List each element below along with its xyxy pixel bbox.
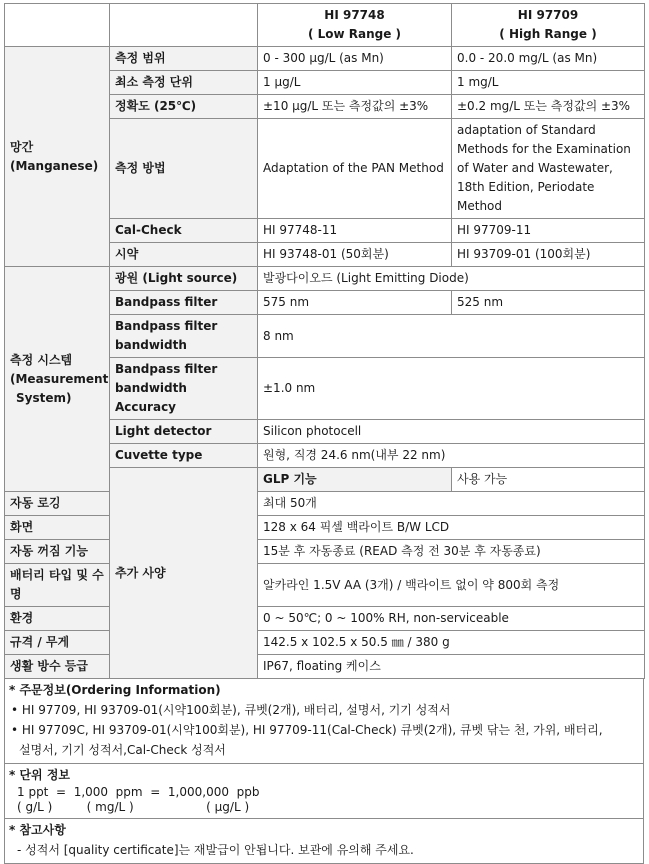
row-label: 시약	[110, 243, 258, 267]
low-value: HI 93748-01 (50회분)	[258, 243, 452, 267]
shared-value: 128 x 64 픽셀 백라이트 B/W LCD	[258, 516, 645, 540]
table-row	[5, 655, 645, 679]
shared-value: 원형, 직경 24.6 nm(내부 22 nm)	[258, 444, 645, 468]
ordering-title: * 주문정보(Ordering Information)	[9, 683, 221, 697]
low-value: 1 μg/L	[258, 71, 452, 95]
ordering-item: • HI 97709, HI 93709-01(시약100회분), 큐벳(2개), 배터리, 설명서, 기기 성적서	[11, 703, 451, 717]
row-label: 규격 / 무게	[5, 631, 110, 655]
high-model: HI 97709	[517, 8, 579, 22]
row-label: 화면	[5, 516, 110, 540]
high-value: adaptation of Standard Methods for the Examination of Water and Wastewater, 18th Edition, Periodate Method	[452, 119, 645, 219]
table-row	[5, 267, 645, 291]
group-extra-specs	[110, 468, 258, 679]
row-label: Cal-Check	[110, 219, 258, 243]
low-range-label: ( Low Range )	[307, 27, 402, 41]
low-value: Adaptation of the PAN Method	[258, 119, 452, 219]
unit-title: * 단위 정보	[9, 768, 70, 782]
row-label: 정확도 (25℃)	[110, 95, 258, 119]
low-value: 0 - 300 μg/L (as Mn)	[258, 47, 452, 71]
low-value: ±10 μg/L 또는 측정값의 ±3%	[258, 95, 452, 119]
low-value: HI 97748-11	[258, 219, 452, 243]
high-value: 0.0 - 20.0 mg/L (as Mn)	[452, 47, 645, 71]
spec-table	[4, 3, 645, 679]
shared-value: 알카라인 1.5V AA (3개) / 백라이트 없이 약 800회 측정	[258, 564, 645, 607]
table-row	[5, 631, 645, 655]
reference-line: - 성적서 [quality certificate]는 재발급이 안됩니다. 보관에 유의해 주세요.	[17, 843, 414, 857]
shared-value: 사용 가능	[452, 468, 645, 492]
row-label: 광원 (Light source)	[110, 267, 258, 291]
row-label: 자동 로깅	[5, 492, 110, 516]
group-measurement-system	[5, 267, 110, 492]
ordering-item: • HI 97709C, HI 93709-01(시약100회분), HI 97709-11(Cal-Check) 큐벳(2개), 큐벳 닦는 천, 가위, 배터리,	[11, 723, 603, 737]
notes-section	[4, 679, 644, 864]
header-blank-2	[110, 4, 258, 47]
table-row	[5, 607, 645, 631]
high-value: ±0.2 mg/L 또는 측정값의 ±3%	[452, 95, 645, 119]
unit-info	[5, 764, 643, 819]
low-model: HI 97748	[324, 8, 385, 22]
shared-value: 발광다이오드 (Light Emitting Diode)	[258, 267, 645, 291]
unit-equation: 1 ppt = 1,000 ppm = 1,000,000 ppb	[17, 785, 260, 799]
row-label: 배터리 타입 및 수명	[5, 564, 110, 607]
row-label: Bandpass filter bandwidth Accuracy	[110, 358, 258, 420]
group-title: 측정 시스템	[10, 352, 73, 367]
row-label: Light detector	[110, 420, 258, 444]
shared-value: 최대 50개	[258, 492, 645, 516]
row-label: 측정 방법	[110, 119, 258, 219]
table-row	[5, 540, 645, 564]
group-manganese	[5, 47, 110, 267]
high-value: 1 mg/L	[452, 71, 645, 95]
table-row	[5, 564, 645, 607]
group-subtitle: (Measurement	[10, 371, 109, 386]
high-value: 525 nm	[452, 291, 645, 315]
row-label: GLP 기능	[258, 468, 452, 492]
table-row	[5, 492, 645, 516]
reference-info	[5, 819, 643, 864]
unit-names: ( g/L ) ( mg/L ) ( μg/L )	[17, 800, 250, 814]
shared-value: 142.5 x 102.5 x 50.5 ㎜ / 380 g	[258, 631, 645, 655]
header-row	[5, 4, 645, 47]
row-label: 최소 측정 단위	[110, 71, 258, 95]
row-label: Cuvette type	[110, 444, 258, 468]
shared-value: Silicon photocell	[258, 420, 645, 444]
reference-title: * 참고사항	[9, 823, 66, 837]
table-row	[5, 516, 645, 540]
row-label: 측정 범위	[110, 47, 258, 71]
high-value: HI 93709-01 (100회분)	[452, 243, 645, 267]
shared-value: 8 nm	[258, 315, 645, 358]
row-label: Bandpass filter bandwidth	[110, 315, 258, 358]
group-subtitle: System)	[16, 390, 72, 405]
ordering-info	[5, 679, 643, 764]
shared-value: 15분 후 자동종료 (READ 측정 전 30분 후 자동종료)	[258, 540, 645, 564]
spec-sheet	[4, 3, 644, 864]
row-label: 환경	[5, 607, 110, 631]
low-value: 575 nm	[258, 291, 452, 315]
row-label: 자동 꺼짐 기능	[5, 540, 110, 564]
table-row	[5, 47, 645, 71]
shared-value: IP67, floating 케이스	[258, 655, 645, 679]
group-title: 추가 사양	[115, 565, 166, 580]
high-range-label: ( High Range )	[499, 27, 597, 41]
shared-value: ±1.0 nm	[258, 358, 645, 420]
row-label: Bandpass filter	[110, 291, 258, 315]
header-high-range	[452, 4, 645, 47]
shared-value: 0 ~ 50℃; 0 ~ 100% RH, non-serviceable	[258, 607, 645, 631]
group-subtitle: (Manganese)	[10, 158, 99, 173]
header-blank-1	[5, 4, 110, 47]
row-label: 생활 방수 등급	[5, 655, 110, 679]
ordering-item-continued: 설명서, 기기 성적서,Cal-Check 성적서	[19, 743, 226, 757]
high-value: HI 97709-11	[452, 219, 645, 243]
group-title: 망간	[10, 139, 34, 154]
header-low-range	[258, 4, 452, 47]
